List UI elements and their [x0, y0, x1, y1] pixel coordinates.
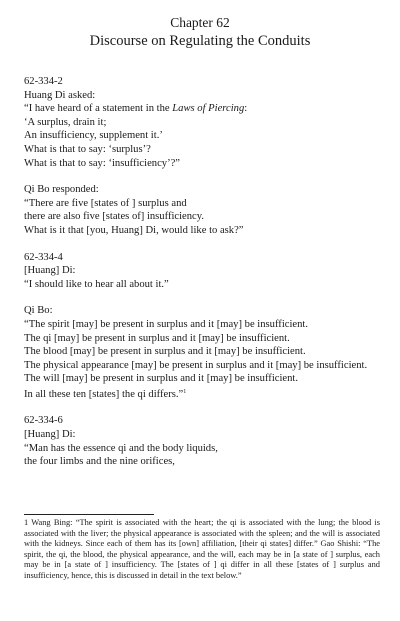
- text-line: [24, 386, 380, 402]
- text-line: “I should like to hear all about it.”: [24, 278, 169, 290]
- text-segment: In all these ten [states] the qi differs.”: [24, 388, 184, 400]
- text-line: “Man has the essence qi and the body liquids,: [24, 442, 218, 454]
- text-segment: :: [244, 103, 248, 115]
- footnote-marker[interactable]: 1: [183, 388, 187, 395]
- text-line: What is that to say: ‘surplus’?: [24, 143, 151, 155]
- section-reference: 62-334-2: [24, 76, 63, 87]
- speaker-label: [Huang] Di:: [24, 265, 76, 277]
- section-62-334-6: [24, 414, 380, 468]
- text-line: The blood [may] be present in surplus and it [may] be insufficient.: [24, 346, 306, 358]
- speaker-label: Huang Di asked:: [24, 89, 96, 101]
- footnote: 1 Wang Bing: “The spirit is associated with the heart; the qi is associated with the lung; the blood is associated with the liver; the physical appearance is associated with the spleen; and the will is associated with the kidneys. Since each of them has its [own] affiliation, [their qi states] differ.” Gao Shishi: “The spirit, the qi, the blood, the physical appearance, and the will, each may be in [a state of ] surplus, each may be in [a state of ] insufficiency. The [states of ] qi differ in all these [states of ] surplus and insufficiency, hence, this is discussed in detail in the text below.”: [24, 518, 380, 580]
- text-line: ‘A surplus, drain it;: [24, 116, 107, 128]
- section-62-334-2: [24, 75, 380, 170]
- footnote-divider: [24, 514, 154, 515]
- text-line: What is that to say: ‘insufficiency’?”: [24, 157, 181, 169]
- section-reference: 62-334-4: [24, 251, 63, 263]
- text-line: The physical appearance [may] be present in surplus and it [may] be insufficient.: [24, 359, 368, 371]
- section-62-334-4: [24, 251, 380, 292]
- text-line: What is it that [you, Huang] Di, would like to ask?”: [24, 224, 244, 236]
- text-line: The qi [may] be present in surplus and it [may] be insufficient.: [24, 332, 290, 344]
- text-line: “The spirit [may] be present in surplus and it [may] be insufficient.: [24, 318, 308, 330]
- chapter-number: Chapter 62: [170, 15, 230, 30]
- text-line: An insufficiency, supplement it.’: [24, 130, 163, 142]
- section-qi-bo-states: [24, 304, 380, 401]
- main-text: [24, 75, 380, 482]
- speaker-label: Qi Bo:: [24, 305, 53, 317]
- text-line: [24, 102, 380, 116]
- text-line: the four limbs and the nine orifices,: [24, 456, 175, 468]
- speaker-label: [Huang] Di:: [24, 429, 76, 441]
- section-reference: 62-334-6: [24, 415, 63, 427]
- speaker-label: Qi Bo responded:: [24, 184, 99, 196]
- book-title: Laws of Piercing: [172, 103, 245, 115]
- text-segment: “I have heard of a statement in the: [24, 103, 173, 115]
- text-line: there are also five [states of] insufficiency.: [24, 211, 205, 223]
- text-line: “There are five [states of ] surplus and: [24, 197, 187, 209]
- chapter-title: Discourse on Regulating the Conduits: [89, 33, 311, 49]
- text-line: The will [may] be present in surplus and it [may] be insufficient.: [24, 373, 298, 385]
- section-qi-bo-response: [24, 183, 380, 237]
